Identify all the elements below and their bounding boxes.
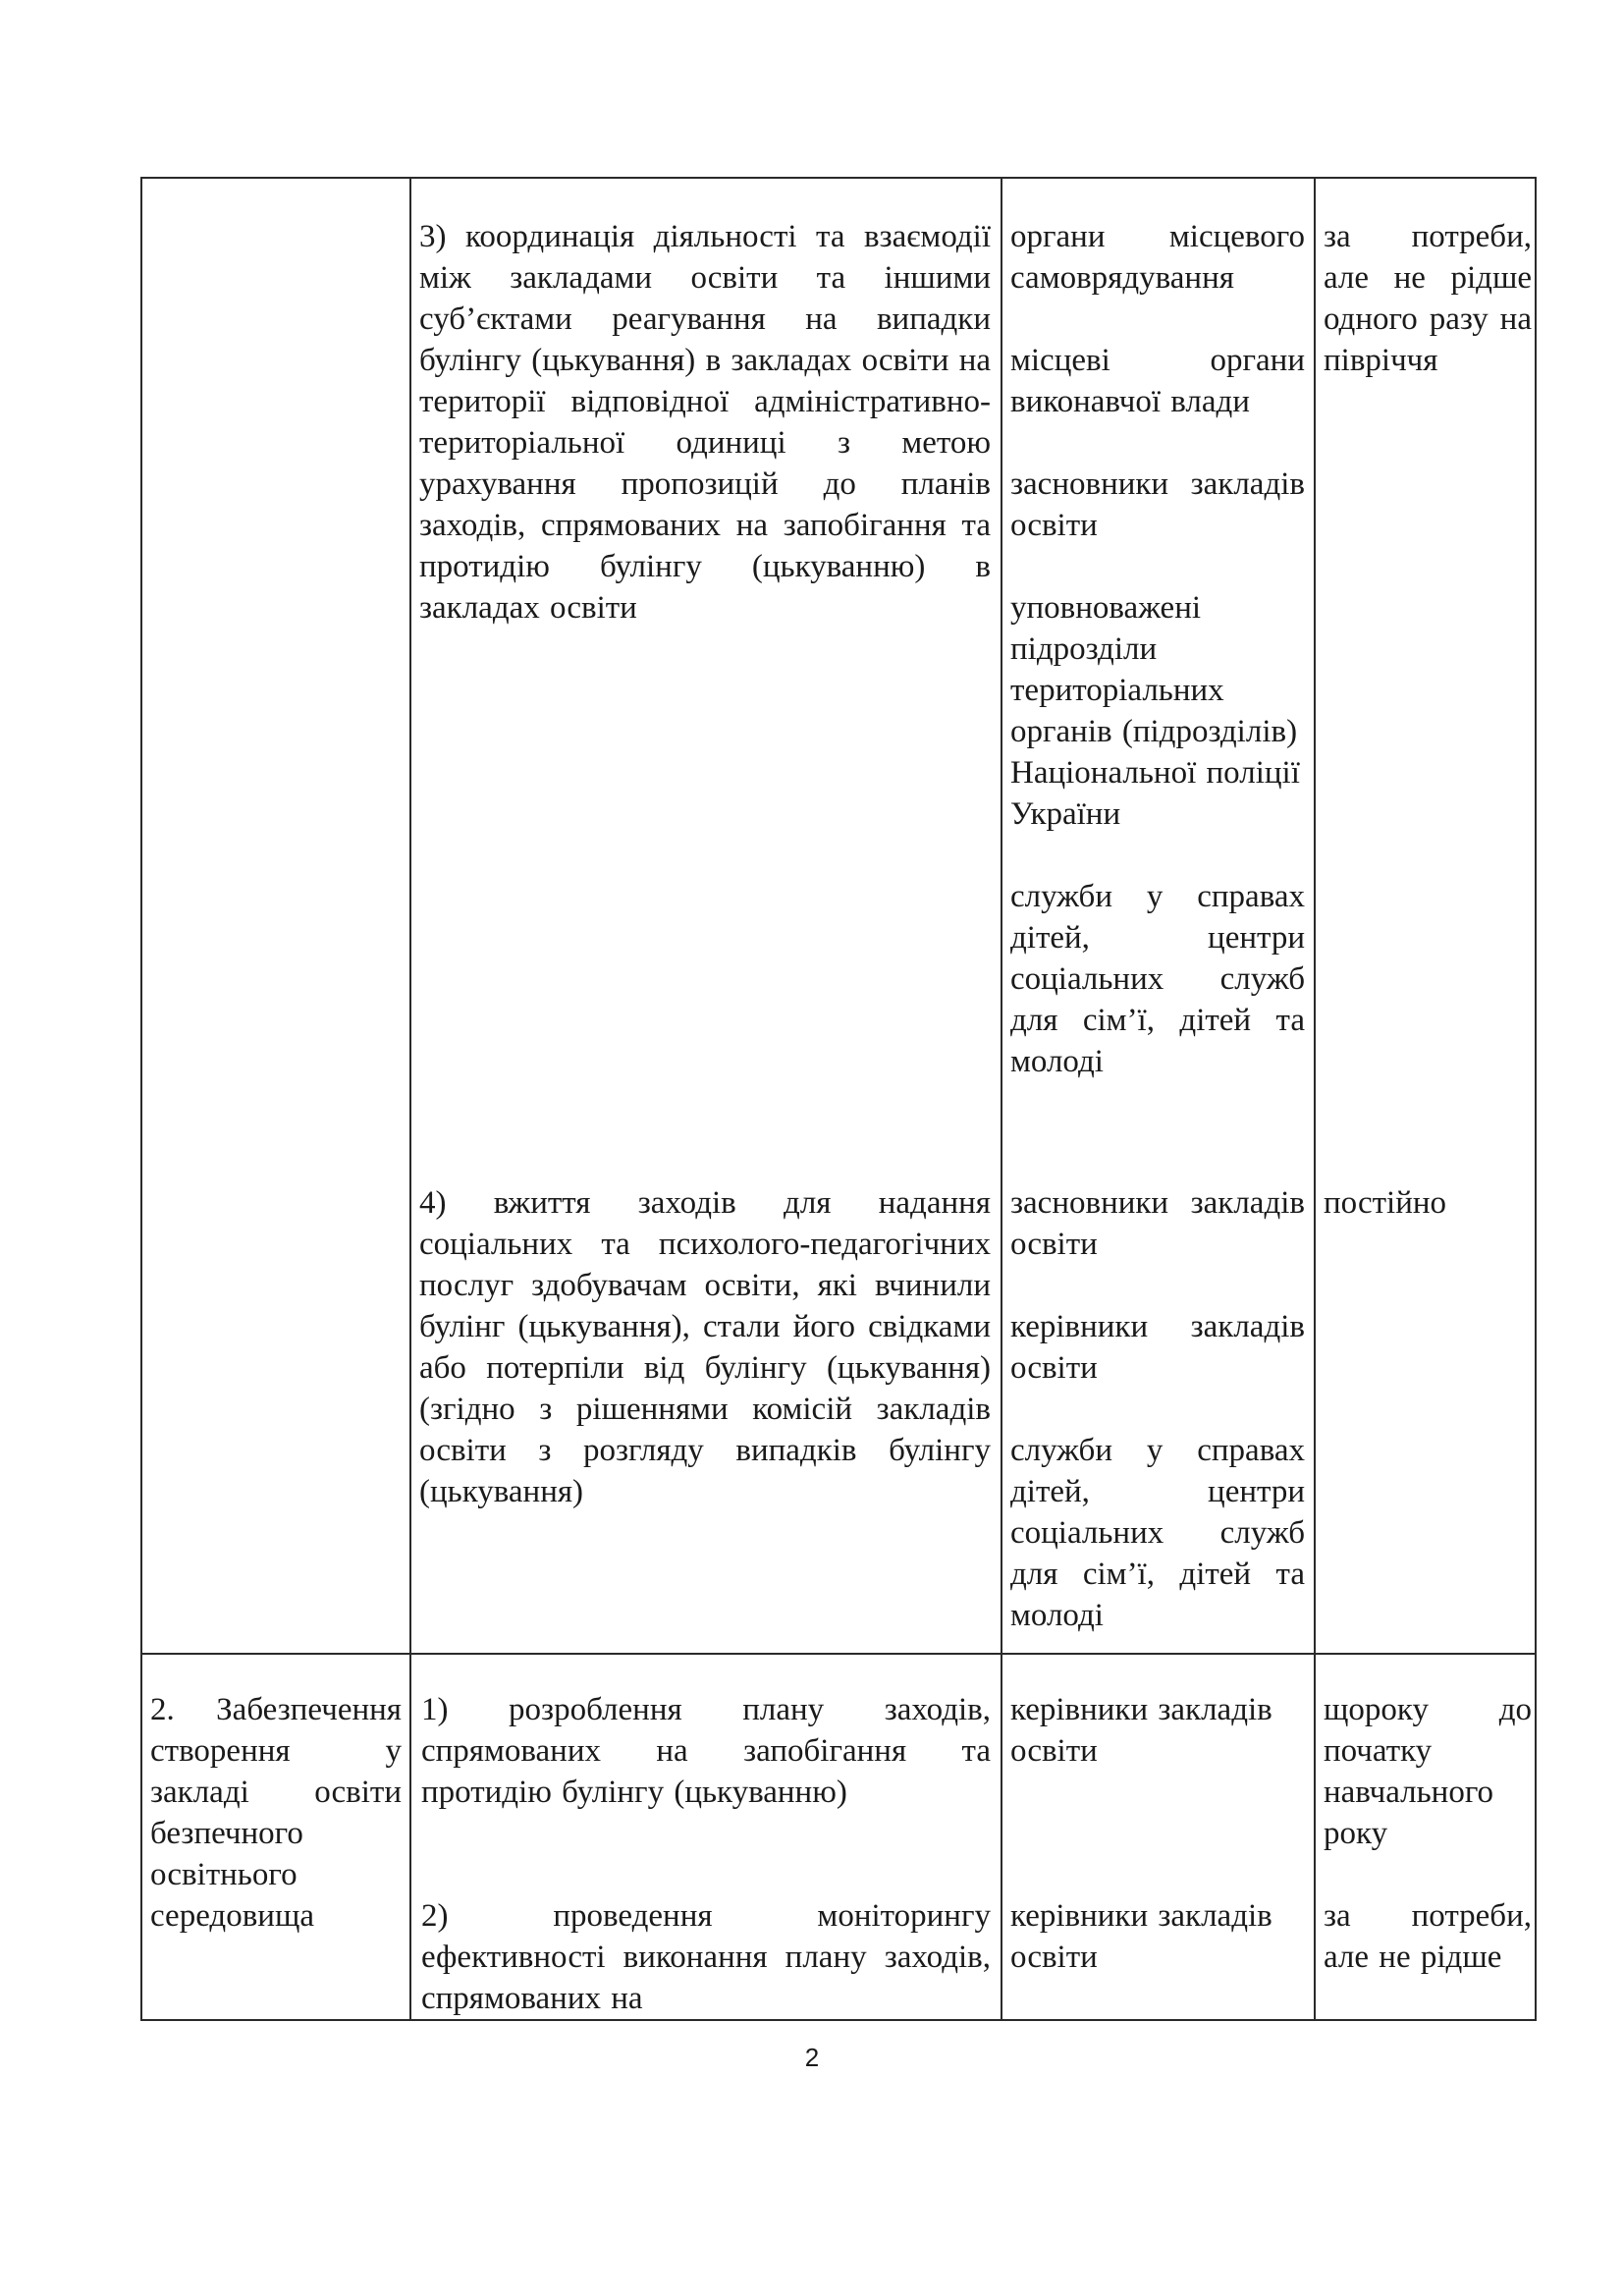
executor-cell-2-1: [1010, 1689, 1305, 1772]
term-cell-2-1: [1324, 1689, 1532, 1854]
term-cell-4: [1324, 1182, 1532, 1224]
executor-text: органи місцевого самоврядування: [1010, 219, 1305, 296]
executor-text: засновники закладів освіти: [1010, 1185, 1305, 1262]
executor-cell-2-2: [1010, 1895, 1305, 1978]
measures-table: [140, 177, 1537, 2021]
executors-cell-4: [1010, 1182, 1305, 1636]
measure-text-2-1: 1) розроблення плану заходів, спрямованих на запобігання та протидію булінгу (цькуванню): [421, 1692, 991, 1810]
term-cell-2-2: [1324, 1895, 1532, 1978]
term-text-3: за потреби, але не рідше одного разу на півріччя: [1324, 219, 1532, 378]
column-divider: [1314, 179, 1316, 2019]
executor-text: служби у справах дітей, центри соціальних служб для сім’ї, дітей та молоді: [1010, 1433, 1305, 1633]
executor-text: керівники закладів освіти: [1010, 1898, 1272, 1975]
measure-cell-2-1: [421, 1689, 991, 1813]
page-number: 2: [804, 2043, 820, 2072]
executor-text: керівники закладів освіти: [1010, 1309, 1305, 1386]
measure-cell-3: [419, 216, 991, 629]
task-text-2: 2. Забезпечення створення у закладі освіти безпечного освітнього середовища: [150, 1692, 402, 1934]
executor-text: служби у справах дітей, центри соціальних служб для сім’ї, дітей та молоді: [1010, 879, 1305, 1079]
column-divider: [1001, 179, 1002, 2019]
term-text-2-1: щороку до початку навчального року: [1324, 1692, 1532, 1851]
executor-text: уповноважені підрозділи територіальних органів (підрозділів) Національної поліції України: [1010, 590, 1300, 832]
term-text-2-2: за потреби, але не рідше: [1324, 1898, 1532, 1975]
measure-text-2-2: 2) проведення моніторингу ефективності виконання плану заходів, спрямованих на: [421, 1898, 991, 2016]
executor-text: керівники закладів освіти: [1010, 1692, 1272, 1769]
executor-text: місцеві органи виконавчої влади: [1010, 343, 1305, 419]
executor-text: засновники закладів освіти: [1010, 466, 1305, 543]
measure-text-4: 4) вжиття заходів для надання соціальних та психолого-педагогічних послуг здобувачам освіти, які вчинили булінг (цькування), стали його свідками або потерпіли від булінгу (цькування) (згідно з рішеннями комісій закладів освіти з розгляду випадків булінгу (цькування): [419, 1185, 991, 1509]
row-divider: [142, 1653, 1535, 1655]
measure-cell-4: [419, 1182, 991, 1512]
column-divider: [409, 179, 411, 2019]
executors-cell-3: [1010, 216, 1305, 1082]
measure-text-3: 3) координація діяльності та взаємодії між закладами освіти та іншими суб’єктами реагування на випадки булінгу (цькування) в закладах освіти на території відповідної адміністративно-територіальної одиниці з метою урахування пропозицій до планів заходів, спрямованих на запобігання та протидію булінгу (цькуванню) в закладах освіти: [419, 219, 991, 626]
term-text-4: постійно: [1324, 1185, 1447, 1221]
measure-cell-2-2: [421, 1895, 991, 2019]
term-cell-3: [1324, 216, 1532, 381]
task-cell-2: [150, 1689, 402, 1937]
